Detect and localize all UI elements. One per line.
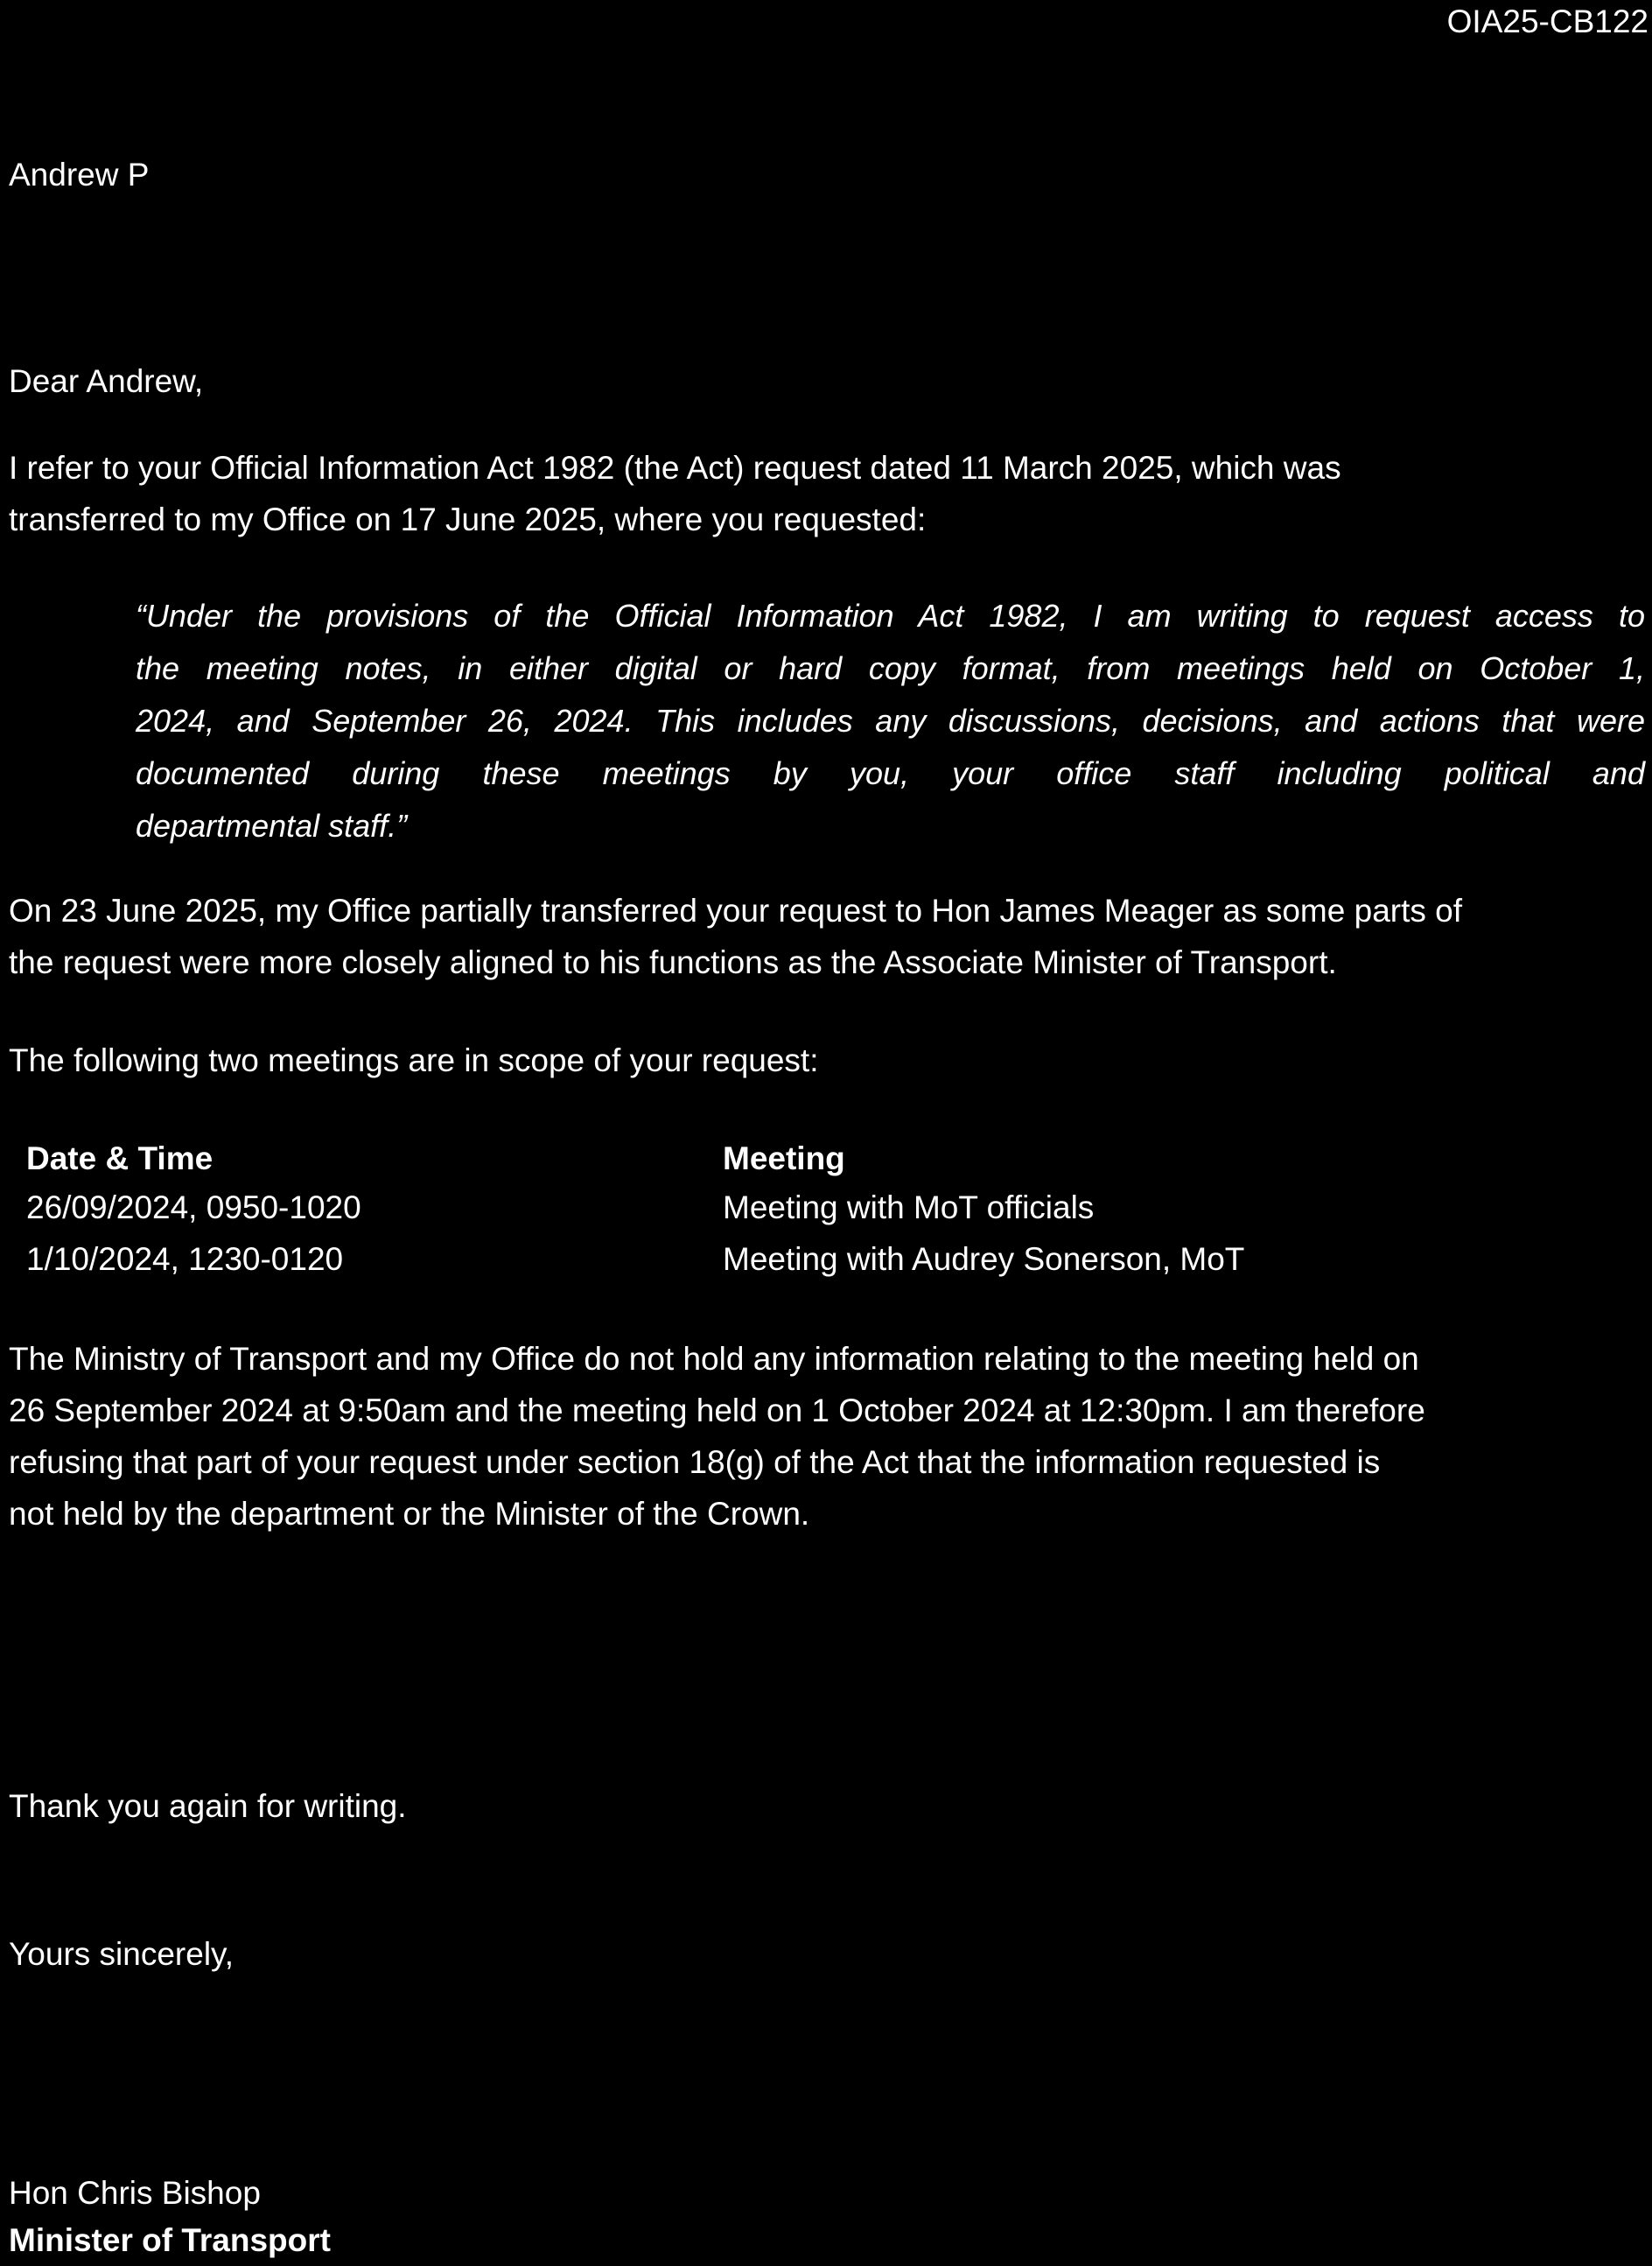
quote-line: departmental staff.” (136, 808, 408, 844)
closing-thanks: Thank you again for writing. (9, 1788, 407, 1824)
signatory-name: Hon Chris Bishop (9, 2175, 261, 2211)
reference-number: OIA25-CB122 (1446, 4, 1648, 39)
transfer-paragraph (9, 885, 1645, 988)
quote-line: 2024, and September 26, 2024. This includes any discussions, decisions, and actions that were (136, 703, 1645, 739)
table-header-date-time: Date & Time (26, 1140, 214, 1176)
transfer-line: the request were more closely aligned to his functions as the Associate Minister of Transport. (9, 944, 1337, 980)
refusal-line: The Ministry of Transport and my Office do not hold any information relating to the meeting held on (9, 1341, 1419, 1377)
quote-line: “Under the provisions of the Official Information Act 1982, I am writing to request access to (136, 598, 1645, 634)
table-cell-date-time: 1/10/2024, 1230-0120 (26, 1241, 344, 1277)
table-cell-date-time: 26/09/2024, 0950-1020 (26, 1189, 361, 1225)
transfer-line: On 23 June 2025, my Office partially transferred your request to Hon James Meager as some parts of (9, 893, 1463, 929)
intro-line: I refer to your Official Information Act 1982 (the Act) request dated 11 March 2025, which was (9, 450, 1341, 486)
recipient-name: Andrew P (9, 157, 150, 193)
salutation: Dear Andrew, (9, 363, 204, 399)
refusal-line: refusing that part of your request under section 18(g) of the Act that the information requested is (9, 1444, 1381, 1480)
table-cell-meeting: Meeting with Audrey Sonerson, MoT (723, 1241, 1245, 1277)
scope-paragraph: The following two meetings are in scope of your request: (9, 1042, 819, 1078)
quote-line: documented during these meetings by you, your office staff including political and (136, 755, 1645, 791)
intro-line: transferred to my Office on 17 June 2025, where you requested: (9, 502, 927, 537)
table-cell-meeting: Meeting with MoT officials (723, 1189, 1095, 1225)
intro-paragraph (9, 442, 1636, 545)
quoted-request (136, 590, 1645, 852)
refusal-paragraph (9, 1333, 1645, 1540)
signatory-title: Minister of Transport (9, 2222, 331, 2258)
refusal-line: not held by the department or the Minister of the Crown. (9, 1496, 810, 1532)
quote-line: the meeting notes, in either digital or hard copy format, from meetings held on October 1, (136, 650, 1645, 686)
refusal-line: 26 September 2024 at 9:50am and the meeting held on 1 October 2024 at 12:30pm. I am therefore (9, 1393, 1425, 1428)
closing-sign-off: Yours sincerely, (9, 1936, 234, 1972)
table-header-meeting: Meeting (723, 1140, 845, 1176)
